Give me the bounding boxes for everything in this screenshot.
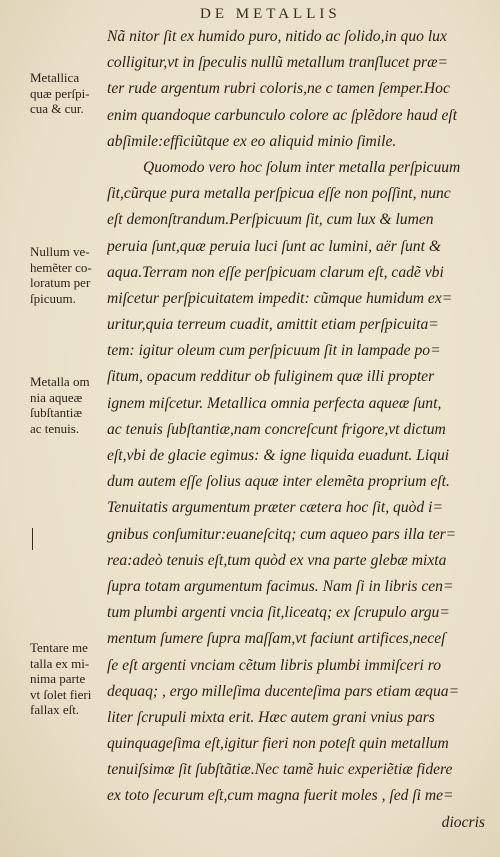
text-line: mentum ſumere ſupra maſſam,vt faciunt artifices,neceſ [107, 630, 446, 648]
text-line: eſt,vbi de glacie egimus: & igne liquida euadunt. Liqui [107, 447, 450, 464]
margin-note-line: ſpicuum. [30, 290, 76, 306]
margin-note-coloratum [30, 244, 106, 306]
margin-tick-mark [32, 528, 33, 550]
margin-note-line: vt ſolet fieri [30, 686, 92, 702]
text-line: gnibus conſumitur:euaneſcitq; cum aqueo pars illa ter= [107, 525, 457, 543]
text-line: ſupra totam argumentum facimus. Nam ſi in libris cen= [107, 577, 454, 595]
margin-note-line: Metallica [30, 70, 80, 85]
text-line: tum plumbi argenti vncia ſit,liceatq; ex ſcrupulo argu= [107, 604, 450, 622]
text-line: Quomodo vero hoc ſolum inter metalla perſpicuum [143, 158, 461, 176]
margin-note-line: nia aqueæ [30, 389, 83, 405]
margin-note-line: Metalla om [30, 374, 90, 389]
text-line: enim quandoque carbunculo colore ac ſplẽdore haud eſt [107, 106, 458, 124]
margin-note-line: ſubſtantiæ [30, 405, 82, 420]
margin-note-line: fallax eſt. [30, 702, 80, 717]
margin-note-line: Tentare me [30, 640, 88, 655]
text-line: ſe eſt argenti vnciam cẽtum libris plumbi immiſceri ro [107, 656, 442, 674]
margin-note-aqueae [30, 374, 106, 436]
catchword: diocris [441, 813, 485, 831]
text-line: quinquageſima eſt,igitur fieri non poteſt quin metallum [107, 735, 449, 753]
text-line: peruia ſunt,quæ peruia luci ſunt ac lumini, aër ſunt & [107, 237, 441, 255]
text-line: ſitum, opacum redditur ob fuliginem quæ illi propter [107, 368, 435, 386]
margin-note-line: hemẽter co- [30, 259, 92, 275]
margin-note-line: ac tenuis. [30, 420, 80, 436]
margin-note-perspicua [30, 70, 106, 117]
text-line: uritur,quia terreum cuadit, amittit etiam perſpicuita= [107, 316, 439, 334]
text-line: liter ſcrupuli mixta erit. Hæc autem grani vnius pars [107, 708, 435, 726]
text-line: abſimile:efficiũtque ex eo aliquid minio ſimile. [107, 132, 397, 150]
text-line: dequaq; , ergo milleſima ducenteſima pars etiam æqua= [107, 682, 460, 700]
margin-note-line: talla ex mi- [30, 655, 90, 671]
text-line: miſcetur perſpicuitatem impedit: cũmque humidum ex= [107, 289, 453, 307]
text-line: ignem miſcetur. Metallica omnia perfecta aqueæ ſunt, [107, 394, 442, 412]
text-line: tenuiſsimæ ſit ſubſtãtiæ.Nec tamẽ huic experiẽtiæ fidere [107, 761, 453, 779]
text-line: dum autem eſſe ſolius aquæ inter elemẽta proprium eſt. [107, 473, 450, 491]
text-line: ſit,cũrque pura metalla perſpicua eſſe non poſſint, nunc [107, 185, 451, 203]
text-line: tem: igitur oleum cum perſpicuum ſit in lampade po= [107, 342, 441, 360]
margin-note-tentare [30, 640, 106, 718]
margin-note-line: Nullum ve- [30, 244, 90, 259]
margin-note-line: loratum per [30, 275, 91, 290]
text-line: Nã nitor ſit ex humido puro, nitido ac ſolido,in quo lux [107, 28, 447, 45]
text-line: Tenuitatis argumentum præter cætera hoc ſit, quòd i= [107, 499, 443, 517]
text-line: aqua.Terram non eſſe perſpicuam clarum eſt, cadẽ vbi [107, 263, 444, 281]
text-line: ac tenuis ſubſtantiæ,nam concreſcunt frigore,vt dictum [107, 420, 446, 438]
margin-note-line: nima parte [30, 671, 86, 686]
text-line: ter rude argentum rubri coloris,ne c tamen ſemper.Hoc [107, 80, 450, 98]
text-line: rea:adeò tenuis eſt,tum quòd ex vna parte glebæ mixta [107, 551, 447, 569]
text-line: eſt demonſtrandum.Perſpicuum ſit, cum lux & lumen [107, 211, 434, 229]
text-line: colligitur,vt in ſpeculis nullũ metallum tranſlucet præ= [107, 54, 448, 72]
text-line: ex toto ſecurum eſt,cum magna fuerit moles , ſed ſi me= [107, 787, 454, 805]
margin-note-line: cua & cur. [30, 101, 84, 116]
body-text [107, 24, 491, 836]
running-header: DE METALLIS [200, 6, 341, 22]
margin-note-line: quæ perſpi- [30, 85, 90, 101]
